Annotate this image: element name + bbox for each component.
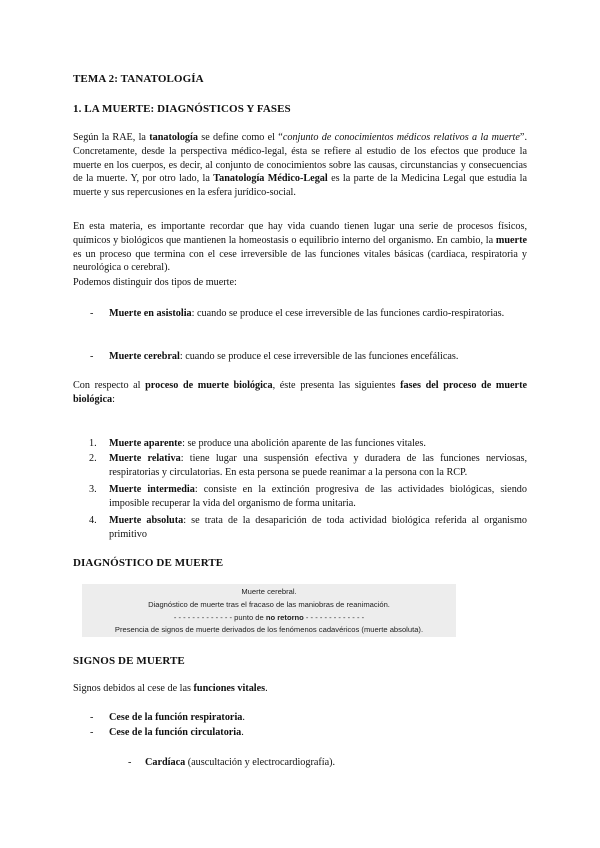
list-marker: 4.: [89, 515, 97, 526]
list-item: 4. Muerte absoluta: se trata de la desaparición de toda actividad biológica referida al organismo primitivo: [89, 515, 527, 540]
section-title-diagnostico: DIAGNÓSTICO DE MUERTE: [73, 557, 224, 569]
list-marker: -: [90, 727, 94, 738]
list-item: 1. Muerte aparente: se produce una abolición aparente de las funciones vitales.: [89, 438, 426, 449]
list-marker: 3.: [89, 484, 97, 495]
list-marker: 1.: [89, 438, 97, 449]
diagram-line-2: Diagnóstico de muerte tras el fracaso de las maniobras de reanimación.: [148, 600, 390, 609]
diagram-line-3: - - - - - - - - - - - - - punto de no retorno - - - - - - - - - - - - -: [173, 613, 365, 622]
document-title: TEMA 2: TANATOLOGÍA: [73, 73, 204, 85]
list-marker: -: [90, 351, 94, 362]
list-marker: 2.: [89, 453, 97, 464]
list-item: - Muerte cerebral: cuando se produce el cese irreversible de las funciones encefálicas.: [90, 351, 459, 362]
section-title-signos: SIGNOS DE MUERTE: [73, 655, 185, 667]
paragraph-proceso: Con respecto al proceso de muerte biológica, éste presenta las siguientes fases del proceso de muerte biológica:: [73, 380, 527, 405]
diagram-line-1: Muerte cerebral.: [241, 587, 297, 596]
paragraph-tipos-intro: Podemos distinguir dos tipos de muerte:: [73, 277, 237, 288]
list-marker: -: [90, 712, 94, 723]
paragraph-signos-intro: Signos debidos al cese de las funciones vitales.: [73, 683, 268, 694]
list-item: - Cese de la función circulatoria.: [90, 727, 244, 738]
list-item: - Cardíaca (auscultación y electrocardiografía).: [128, 757, 336, 768]
section-title-muerte: 1. LA MUERTE: DIAGNÓSTICOS Y FASES: [73, 103, 291, 115]
diagnosis-diagram: [82, 584, 456, 637]
paragraph-vida-muerte: En esta materia, es importante recordar que hay vida cuando tienen lugar una serie de procesos físicos, químicos y biológicos que mantienen la homeostasis o equilibrio interno del organismo. En cambio, la muerte es un proceso que termina con el cese irreversible de las funciones vitales básicas (cardiaca, respiratoria y neurológica o cerebral).: [73, 221, 527, 274]
list-item: 2. Muerte relativa: tiene lugar una suspensión efectiva y duradera de las funciones nerviosas, respiratorias y circulatorias. En esta persona se puede reanimar a la persona con la RCP.: [89, 453, 527, 478]
list-item: - Cese de la función respiratoria.: [90, 712, 245, 723]
list-marker: -: [128, 757, 132, 768]
list-item: 3. Muerte intermedia: consiste en la extinción progresiva de las actividades biológicas, siendo imposible recuperar la vida del organismo de forma unitaria.: [89, 484, 527, 509]
list-marker: -: [90, 308, 94, 319]
paragraph-definition: Según la RAE, la tanatología se define como el “conjunto de conocimientos médicos relativos a la muerte”. Concretamente, desde la perspectiva médico-legal, ésta se refiere al estudio de los efectos que produce la muerte en los cuerpos, es decir, al conjunto de conocimientos sobre las causas, circunstancias y consecuencias de la muerte. Y, por otro lado, la Tanatología Médico-Legal es la parte de la Medicina Legal que estudia la muerte y sus repercusiones en la esfera jurídico-social.: [73, 132, 527, 199]
list-item: - Muerte en asistolia: cuando se produce el cese irreversible de las funciones cardio-respiratorias.: [90, 308, 505, 319]
diagram-line-4: Presencia de signos de muerte derivados de los fenómenos cadavéricos (muerte absoluta).: [114, 625, 424, 634]
